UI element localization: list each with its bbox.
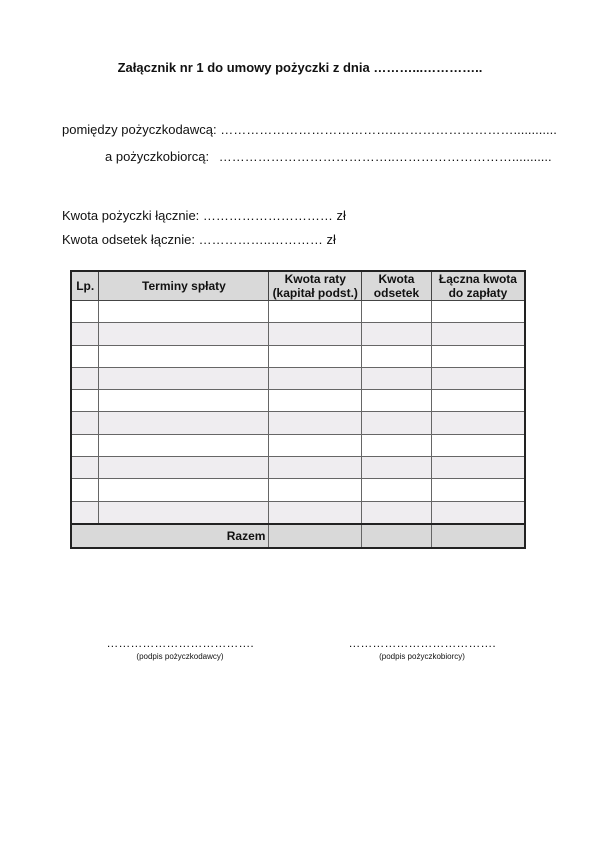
cell-installment[interactable] (269, 323, 362, 345)
borrower-fill-line[interactable]: …………………………………..………………………........... (218, 149, 552, 164)
loan-total-line (62, 208, 346, 223)
cell-interest[interactable] (362, 301, 432, 323)
repayment-schedule-table (70, 270, 526, 549)
borrower-line (105, 149, 552, 164)
interest-total-unit: zł (326, 232, 336, 247)
cell-installment[interactable] (269, 501, 362, 524)
cell-total[interactable] (431, 301, 525, 323)
table-row (71, 434, 525, 456)
lender-line (62, 122, 557, 137)
header-installment-line1: Kwota raty (284, 272, 346, 286)
cell-term[interactable] (99, 301, 269, 323)
loan-total-fill-line[interactable]: ………………………… (202, 208, 333, 223)
cell-installment[interactable] (269, 390, 362, 412)
cell-total[interactable] (431, 412, 525, 434)
cell-term[interactable] (99, 367, 269, 389)
cell-installment[interactable] (269, 301, 362, 323)
cell-total[interactable] (431, 501, 525, 524)
cell-term[interactable] (99, 457, 269, 479)
header-total-line2: do zapłaty (448, 286, 508, 300)
cell-lp[interactable] (71, 412, 99, 434)
cell-term[interactable] (99, 412, 269, 434)
loan-total-unit: zł (336, 208, 346, 223)
loan-total-label: Kwota pożyczki łącznie: (62, 208, 200, 223)
total-interest-cell[interactable] (362, 524, 432, 548)
document-title: Załącznik nr 1 do umowy pożyczki z dnia ………...………….. (117, 60, 483, 75)
cell-interest[interactable] (362, 434, 432, 456)
table-row (71, 412, 525, 434)
cell-interest[interactable] (362, 345, 432, 367)
cell-interest[interactable] (362, 457, 432, 479)
interest-total-line (62, 232, 336, 247)
header-total (431, 271, 525, 301)
lender-signature-caption: (podpis pożyczkodawcy) (136, 652, 224, 661)
cell-term[interactable] (99, 479, 269, 501)
cell-term[interactable] (99, 390, 269, 412)
cell-total[interactable] (431, 457, 525, 479)
header-interest-line1: Kwota (378, 272, 415, 286)
interest-total-fill-line[interactable]: ……………..………… (198, 232, 323, 247)
header-lp: Lp. (71, 271, 99, 301)
cell-installment[interactable] (269, 479, 362, 501)
cell-total[interactable] (431, 345, 525, 367)
table-row (71, 479, 525, 501)
cell-interest[interactable] (362, 479, 432, 501)
cell-term[interactable] (99, 434, 269, 456)
cell-total[interactable] (431, 479, 525, 501)
cell-total[interactable] (431, 390, 525, 412)
cell-lp[interactable] (71, 457, 99, 479)
header-installment (269, 271, 362, 301)
cell-lp[interactable] (71, 367, 99, 389)
cell-total[interactable] (431, 323, 525, 345)
cell-interest[interactable] (362, 390, 432, 412)
cell-lp[interactable] (71, 323, 99, 345)
total-amount-cell[interactable] (431, 524, 525, 548)
lender-signature (90, 636, 270, 661)
total-label: Razem (71, 524, 269, 548)
header-interest-line2: odsetek (373, 286, 420, 300)
cell-interest[interactable] (362, 501, 432, 524)
borrower-signature-caption: (podpis pożyczkobiorcy) (379, 652, 465, 661)
table-row (71, 501, 525, 524)
header-interest (362, 271, 432, 301)
lender-signature-line[interactable]: ………………………………. (106, 636, 254, 650)
lender-label: pomiędzy pożyczkodawcą: (62, 122, 217, 137)
table-header-row (71, 271, 525, 301)
cell-term[interactable] (99, 501, 269, 524)
cell-installment[interactable] (269, 434, 362, 456)
borrower-signature (332, 636, 512, 661)
table-row (71, 301, 525, 323)
cell-interest[interactable] (362, 367, 432, 389)
interest-total-label: Kwota odsetek łącznie: (62, 232, 195, 247)
cell-lp[interactable] (71, 301, 99, 323)
table-row (71, 390, 525, 412)
cell-installment[interactable] (269, 412, 362, 434)
cell-total[interactable] (431, 434, 525, 456)
header-terms: Terminy spłaty (99, 271, 269, 301)
cell-interest[interactable] (362, 323, 432, 345)
total-installment-cell[interactable] (269, 524, 362, 548)
table-row (71, 457, 525, 479)
cell-installment[interactable] (269, 457, 362, 479)
cell-term[interactable] (99, 323, 269, 345)
cell-installment[interactable] (269, 345, 362, 367)
table-row (71, 323, 525, 345)
table-row (71, 345, 525, 367)
cell-interest[interactable] (362, 412, 432, 434)
cell-lp[interactable] (71, 501, 99, 524)
table-total-row (71, 524, 525, 548)
lender-fill-line[interactable]: …………………………………..………………………............ (220, 122, 557, 137)
borrower-signature-line[interactable]: ………………………………. (348, 636, 496, 650)
table-row (71, 367, 525, 389)
borrower-label: a pożyczkobiorcą: (105, 149, 210, 164)
cell-lp[interactable] (71, 434, 99, 456)
cell-term[interactable] (99, 345, 269, 367)
cell-total[interactable] (431, 367, 525, 389)
cell-installment[interactable] (269, 367, 362, 389)
header-total-line1: Łączna kwota (438, 272, 517, 286)
cell-lp[interactable] (71, 345, 99, 367)
header-installment-line2: (kapitał podst.) (272, 286, 358, 300)
cell-lp[interactable] (71, 479, 99, 501)
cell-lp[interactable] (71, 390, 99, 412)
